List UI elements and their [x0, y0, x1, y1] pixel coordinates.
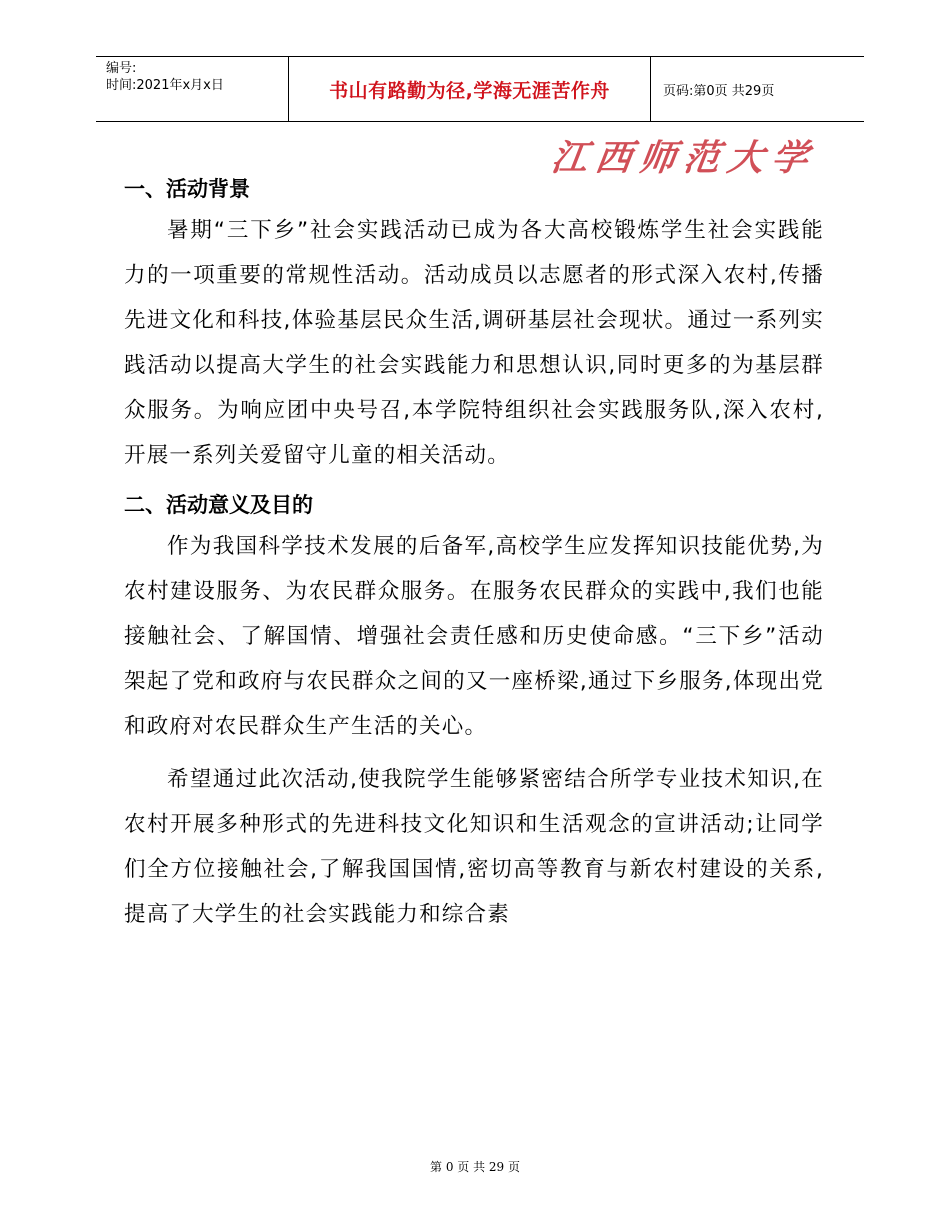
section-heading-purpose: 二、活动意义及目的	[124, 493, 313, 517]
header-motto: 书山有路勤为径,学海无涯苦作舟	[329, 79, 610, 102]
university-logo	[548, 130, 819, 179]
document-body	[124, 170, 824, 937]
page-footer: 第 0 页 共 29 页	[430, 1160, 520, 1174]
header-meta	[96, 57, 289, 121]
header-motto-cell	[289, 57, 651, 121]
university-logo-text: 江西师范大学	[548, 137, 819, 179]
document-number-label: 编号:	[106, 61, 137, 76]
paragraph-purpose-1: 作为我国科学技术发展的后备军,高校学生应发挥知识技能优势,为农村建设服务、为农民群众服务。在服务农民群众的实践中,我们也能接触社会、了解国情、增强社会责任感和历史使命感。“三下乡”活动架起了党和政府与农民群众之间的又一座桥梁,通过下乡服务,体现出党和政府对农民群众生产生活的关心。	[124, 534, 824, 739]
header-page-info-cell	[651, 57, 864, 121]
document-header	[96, 56, 864, 122]
header-page-info: 页码:第0页 共29页	[663, 83, 775, 99]
section-heading-background: 一、活动背景	[124, 177, 250, 201]
paragraph-background: 暑期“三下乡”社会实践活动已成为各大高校锻炼学生社会实践能力的一项重要的常规性活动。活动成员以志愿者的形式深入农村,传播先进文化和科技,体验基层民众生活,调研基层社会现状。通过一系列实践活动以提高大学生的社会实践能力和思想认识,同时更多的为基层群众服务。为响应团中央号召,本学院特组织社会实践服务队,深入农村,开展一系列关爱留守儿童的相关活动。	[124, 218, 824, 468]
document-time: 时间:2021年x月x日	[106, 78, 224, 93]
paragraph-purpose-2: 希望通过此次活动,使我院学生能够紧密结合所学专业技术知识,在农村开展多种形式的先进科技文化知识和生活观念的宣讲活动;让同学们全方位接触社会,了解我国国情,密切高等教育与新农村建设的关系,提高了大学生的社会实践能力和综合素	[124, 767, 824, 927]
